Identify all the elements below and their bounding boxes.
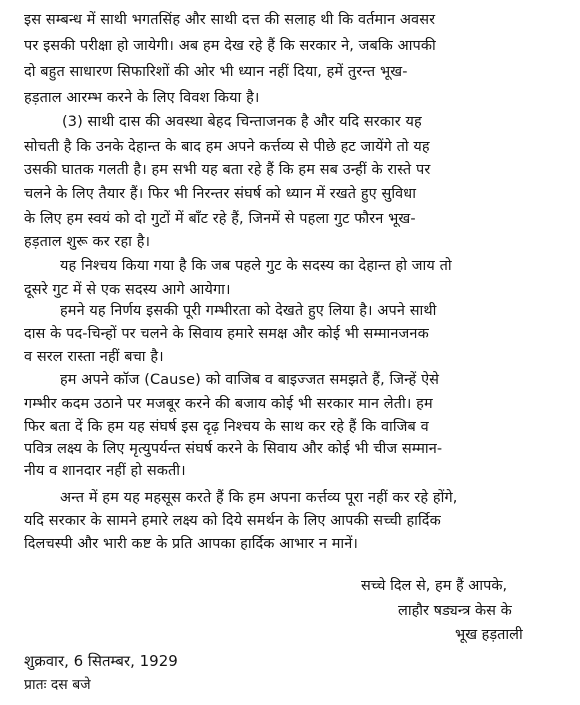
signature-line: सच्चे दिल से, हम हैं आपके, <box>361 578 508 594</box>
paragraph-line: व सरल रास्ता नहीं बचा है। <box>24 349 164 365</box>
paragraph-line: हम अपने कॉज (Cause) को वाजिब व बाइज्जत समझते हैं, जिन्हें ऐसे <box>60 372 440 388</box>
signature-line: लाहौर षड्यन्त्र केस के <box>398 603 512 619</box>
dateline: शुक्रवार, 6 सितम्बर, 1929 <box>24 652 178 670</box>
paragraph-line: दो बहुत साधारण सिफारिशों की ओर भी ध्यान नहीं दिया, हमें तुरन्त भूख- <box>24 64 408 80</box>
paragraph-line: हड़ताल आरम्भ करने के लिए विवश किया है। <box>24 90 260 106</box>
paragraph-line: चलने के लिए तैयार हैं। फिर भी निरन्तर संघर्ष को ध्यान में रखते हुए सुविधा <box>24 186 417 202</box>
paragraph-line: हड़ताल शुरू कर रहा है। <box>24 234 151 250</box>
paragraph-line: नीय व शानदार नहीं हो सकती। <box>24 463 186 479</box>
paragraph-line: इस सम्बन्ध में साथी भगतसिंह और साथी दत्त की सलाह थी कि वर्तमान अवसर <box>24 12 436 28</box>
paragraph-line: गम्भीर कदम उठाने पर मजबूर करने की बजाय कोई भी सरकार मान लेती। हम <box>24 396 433 412</box>
paragraph-line: के लिए हम स्वयं को दो गुटों में बाँट रहे हैं, जिनमें से पहला गुट फौरन भूख- <box>24 211 416 227</box>
paragraph-line: पर इसकी परीक्षा हो जायेगी। अब हम देख रहे हैं कि सरकार ने, जबकि आपकी <box>24 38 436 54</box>
paragraph-line: अन्त में हम यह महसूस करते हैं कि हम अपना कर्त्तव्य पूरा नहीं कर रहे होंगे, <box>60 490 458 506</box>
paragraph-line: यह निश्चय किया गया है कि जब पहले गुट के सदस्य का देहान्त हो जाय तो <box>60 258 452 274</box>
paragraph-line: दास के पद-चिन्हों पर चलने के सिवाय हमारे समक्ष और कोई भी सम्मानजनक <box>24 326 429 342</box>
paragraph-line: दूसरे गुट में से एक सदस्य आगे आयेगा। <box>24 282 231 298</box>
paragraph-line: यदि सरकार के सामने हमारे लक्ष्य को दिये समर्थन के लिए आपकी सच्ची हार्दिक <box>24 513 441 529</box>
timeline: प्रातः दस बजे <box>24 677 91 693</box>
paragraph-line: हमने यह निर्णय इसकी पूरी गम्भीरता को देखते हुए लिया है। अपने साथी <box>60 303 437 319</box>
signature-line: भूख हड़ताली <box>455 627 523 643</box>
paragraph-line: पवित्र लक्ष्य के लिए मृत्युपर्यन्त संघर्ष करने के सिवाय और कोई भी चीज सम्मान- <box>24 441 443 457</box>
paragraph-line: उसकी घातक गलती है। हम सभी यह बता रहे हैं कि हम सब उन्हीं के रास्ते पर <box>24 162 431 178</box>
paragraph-line: सोचती है कि उनके देहान्त के बाद हम अपने कर्त्तव्य से पीछे हट जायेंगे तो यह <box>24 139 430 155</box>
paragraph-line: (3) साथी दास की अवस्था बेहद चिन्ताजनक है और यदि सरकार यह <box>62 114 422 130</box>
paragraph-line: दिलचस्पी और भारी कष्ट के प्रति आपका हार्दिक आभार न मानें। <box>24 536 359 552</box>
paragraph-line: फिर बता दें कि हम यह संघर्ष इस दृढ़ निश्चय के साथ कर रहे हैं कि वाजिब व <box>24 419 429 435</box>
